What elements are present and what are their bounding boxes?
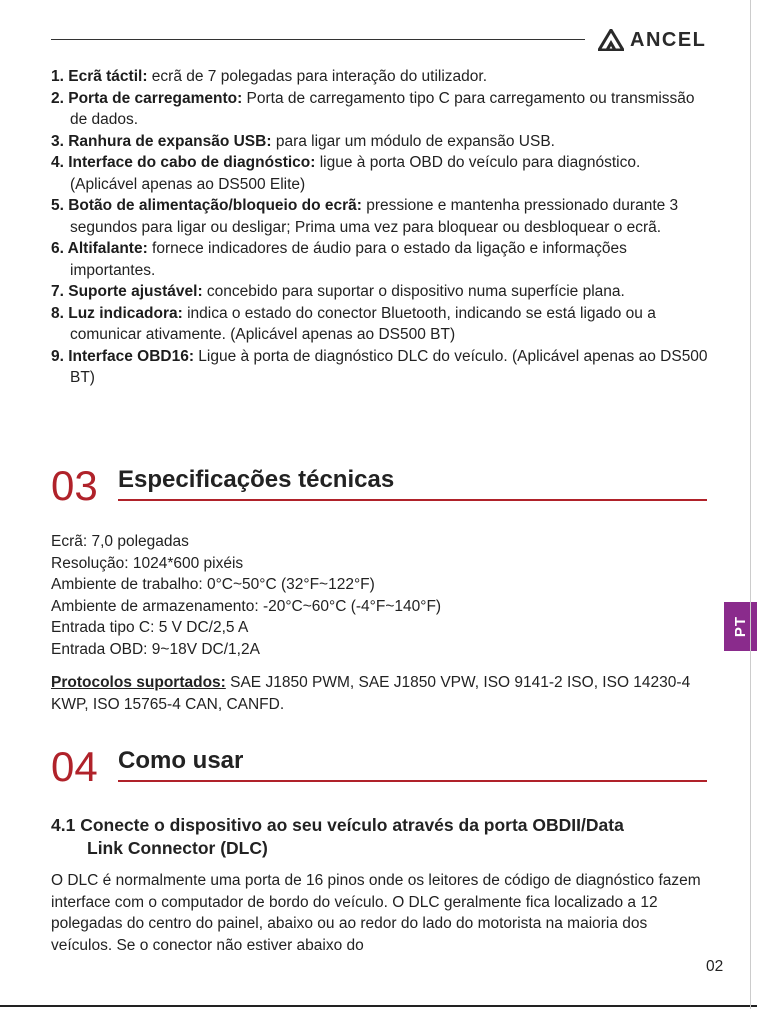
subsection-heading [51,814,716,860]
feature-title: 3. Ranhura de expansão USB: [51,132,272,150]
feature-title: 1. Ecrã táctil: [51,68,148,85]
section-title: Especificações técnicas [118,466,395,493]
list-item [51,238,711,281]
spec-line: Ambiente de armazenamento: -20°C~60°C (-4°F~140°F) [51,597,442,615]
spec-line: Entrada tipo C: 5 V DC/2,5 A [51,619,249,636]
feature-title: 9. Interface OBD16: [51,347,194,365]
spec-line: Entrada OBD: 9~18V DC/1,2A [51,640,260,658]
list-item [51,346,711,389]
feature-title: 6. Altifalante: [51,240,148,257]
spec-list [51,531,711,660]
list-item [51,66,711,88]
feature-text: fornece indicadores de áudio para o estado da ligação e informações importantes. [70,240,627,279]
feature-text: Porta de carregamento tipo C para carregamento ou transmissão de dados. [70,89,695,128]
footer-rule [0,1005,757,1007]
spec-line: Ambiente de trabalho: 0°C~50°C (32°F~122°F) [51,576,375,593]
protocols-text: SAE J1850 PWM, SAE J1850 VPW, ISO 9141-2 ISO, ISO 14230-4 KWP, ISO 15765-4 CAN, CANFD. [51,674,691,713]
body-paragraph: O DLC é normalmente uma porta de 16 pinos onde os leitores de código de diagnóstico fazem interface com o computador de bordo do veículo. O DLC geralmente fica localizado a 12 polegadas do centro do painel, abaixo ou ao redor do lado do motorista na maioria dos veículos. Se o conector não estiver abaixo do [51,872,701,954]
section-rule [118,499,707,501]
feature-text: indica o estado do conector Bluetooth, indicando se está ligado ou a comunicar ativamente. (Aplicável apenas ao DS500 BT) [70,304,656,343]
feature-title: 4. Interface do cabo de diagnóstico: [51,154,316,171]
list-item [51,152,711,195]
language-tab [724,602,757,651]
section-title: Como usar [118,747,244,774]
protocols-label: Protocolos suportados: [51,674,226,691]
feature-text: ligue à porta OBD do veículo para diagnóstico. (Aplicável apenas ao DS500 Elite) [70,154,641,193]
spec-line: Resolução: 1024*600 pixéis [51,554,244,572]
brand-logo [598,26,706,54]
protocols-paragraph [51,672,711,715]
subsection-heading-line1: 4.1 Conecte o dispositivo ao seu veículo através da porta OBDII/Data [51,815,624,835]
header-rule [51,39,585,40]
list-item [51,303,711,346]
list-item [51,131,711,153]
feature-title: 7. Suporte ajustável: [51,283,203,300]
list-item [51,88,711,131]
page-edge-line [750,0,751,1009]
spec-line: Ecrã: 7,0 polegadas [51,533,189,550]
feature-text: Ligue à porta de diagnóstico DLC do veículo. (Aplicável apenas ao DS500 BT) [70,347,708,386]
feature-title: 5. Botão de alimentação/bloqueio do ecrã: [51,197,362,214]
feature-text: concebido para suportar o dispositivo numa superfície plana. [202,283,625,300]
feature-text: pressione e mantenha pressionado durante 3 segundos para ligar ou desligar; Prima uma vez para bloquear ou desbloquear o ecrã. [70,197,679,236]
list-item [51,281,711,303]
feature-list [51,66,711,389]
list-item [51,195,711,238]
brand-name: ANCEL [630,28,707,51]
feature-title: 8. Luz indicadora: [51,304,183,322]
feature-text: para ligar um módulo de expansão USB. [271,132,555,150]
page-number: 02 [706,958,724,975]
language-tab-label: PT [731,615,749,638]
section-number: 03 [51,462,98,509]
subsection-heading-line2: Link Connector (DLC) [87,838,268,858]
section-number: 04 [51,743,98,790]
ancel-logo-icon [598,29,624,51]
feature-text: ecrã de 7 polegadas para interação do utilizador. [147,68,488,85]
section-rule [118,780,707,782]
feature-title: 2. Porta de carregamento: [51,89,243,107]
